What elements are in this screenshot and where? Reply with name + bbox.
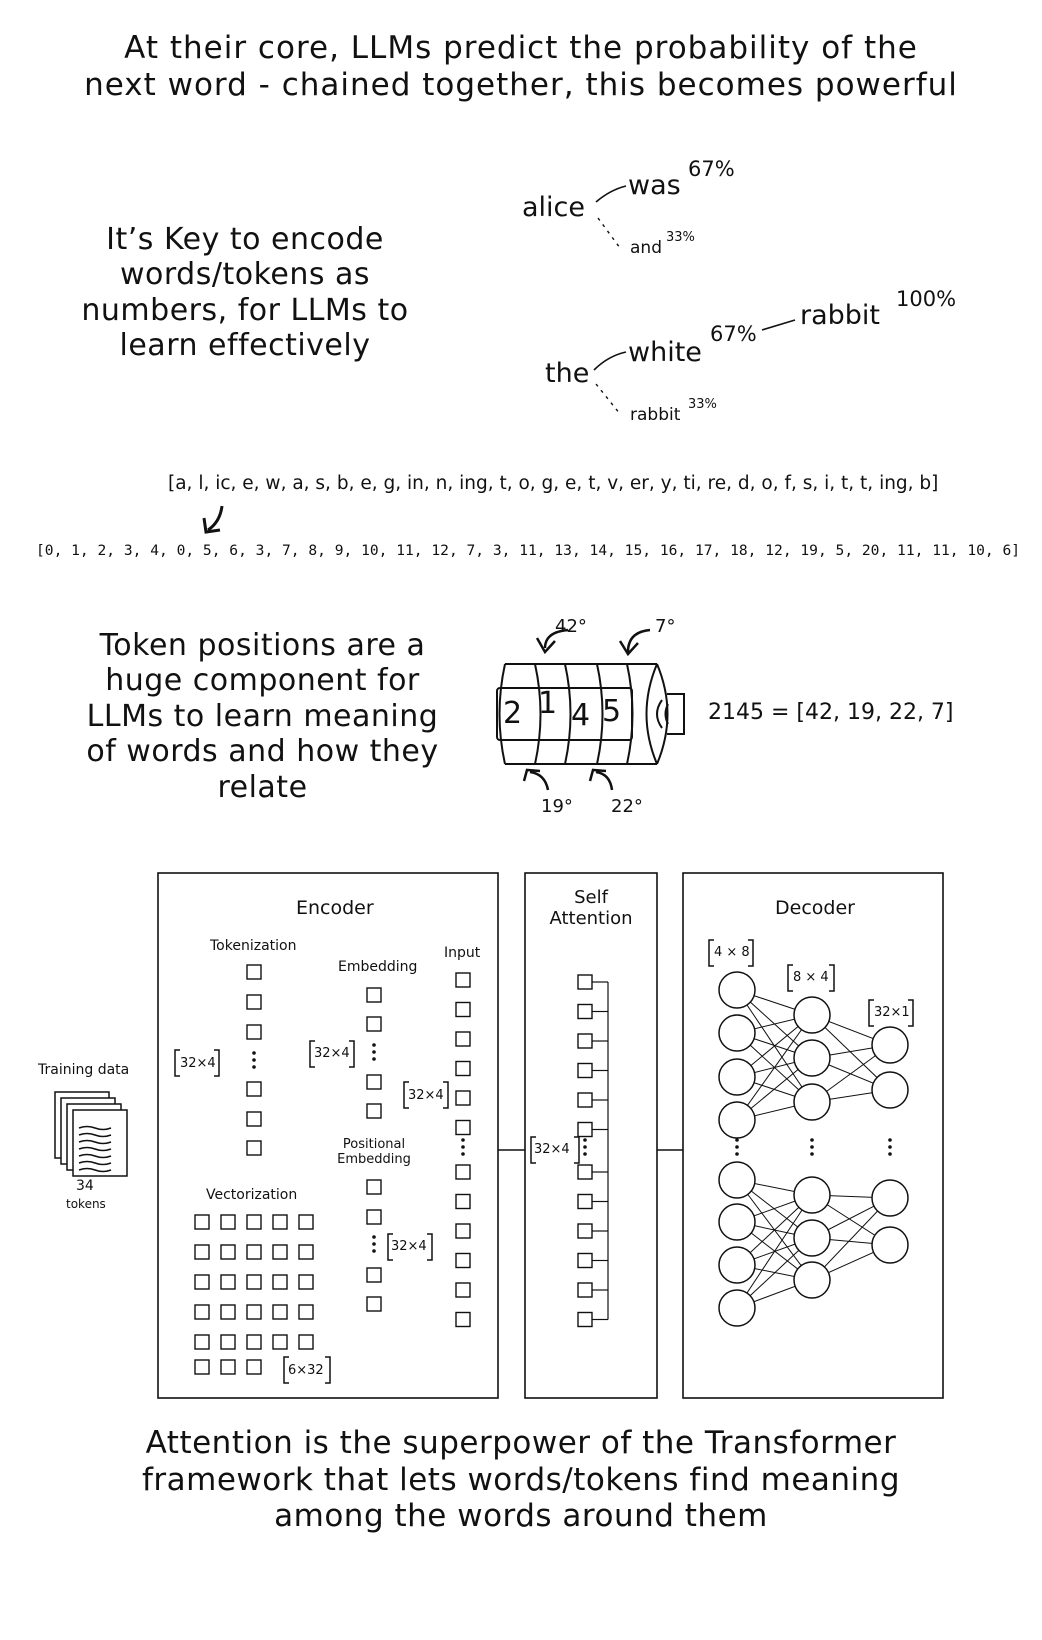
attention-title-line: Self	[574, 887, 608, 908]
vector-square	[456, 1003, 470, 1017]
vector-square	[195, 1335, 209, 1349]
vector-square	[195, 1245, 209, 1259]
network-nodes	[719, 972, 908, 1326]
vector-square	[456, 1032, 470, 1046]
token-list: [a, l, ic, e, w, a, s, b, e, g, in, n, ing, t, o, g, e, t, v, er, y, ti, re, d, o, f, s, i, t, t, ing, b]	[168, 473, 939, 494]
attention-connections	[592, 982, 608, 1320]
ellipsis-dot	[372, 1043, 376, 1047]
tree1-bottom-pct: 33%	[666, 230, 695, 245]
vector-square	[456, 1254, 470, 1268]
network-node	[719, 1015, 755, 1051]
positional-label-line: Embedding	[337, 1152, 411, 1168]
embedding-label: Embedding	[338, 959, 418, 975]
vector-square	[367, 1180, 381, 1194]
ellipsis-dot	[372, 1050, 376, 1054]
network-node	[719, 1162, 755, 1198]
vector-square	[247, 1215, 261, 1229]
title-line-1: At their core, LLMs predict the probability of the	[124, 30, 918, 66]
network-node	[794, 1040, 830, 1076]
network-node	[719, 1204, 755, 1240]
ellipsis-dot	[735, 1145, 739, 1149]
network-node	[719, 972, 755, 1008]
angle-top-left: 42°	[555, 616, 587, 637]
dimension-bracket	[349, 1041, 354, 1067]
dimension-bracket	[829, 965, 834, 991]
ellipsis-dot	[583, 1152, 587, 1156]
vector-square	[456, 1224, 470, 1238]
vectorization-label: Vectorization	[206, 1187, 298, 1203]
tokenization-label: Tokenization	[210, 938, 297, 954]
vector-square	[273, 1305, 287, 1319]
positional-label	[334, 1137, 414, 1168]
encode-caption-line: numbers, for LLMs to	[81, 292, 409, 328]
angle-bottom-right: 22°	[611, 796, 643, 817]
dimension-bracket	[427, 1234, 432, 1260]
vector-square	[247, 1245, 261, 1259]
vector-square	[367, 1210, 381, 1224]
vector-square	[367, 1017, 381, 1031]
vector-square	[456, 1091, 470, 1105]
network-node	[794, 1262, 830, 1298]
vector-square	[367, 988, 381, 1002]
vector-square	[578, 1093, 592, 1107]
vector-square	[247, 965, 261, 979]
vector-square	[578, 1034, 592, 1048]
vector-square	[367, 1268, 381, 1282]
vector-square	[247, 1112, 261, 1126]
vector-square	[221, 1335, 235, 1349]
position-caption-line: Token positions are a	[99, 628, 426, 663]
vector-square	[456, 973, 470, 987]
tree2-bottom-word: rabbit	[630, 405, 681, 425]
ellipsis-dot	[372, 1235, 376, 1239]
encoder-title: Encoder	[296, 897, 374, 919]
vector-square	[195, 1275, 209, 1289]
ellipsis-dot	[583, 1145, 587, 1149]
vector-square	[456, 1313, 470, 1327]
positional-dim: 32×4	[391, 1239, 427, 1254]
vector-square	[273, 1275, 287, 1289]
attention-caption-line: framework that lets words/tokens find meaning	[142, 1461, 900, 1498]
vector-square	[299, 1245, 313, 1259]
network-node	[872, 1227, 908, 1263]
network-node	[872, 1072, 908, 1108]
token-count: 34	[76, 1178, 94, 1194]
vector-square	[195, 1215, 209, 1229]
vector-square	[273, 1215, 287, 1229]
vector-square	[299, 1305, 313, 1319]
vector-square	[247, 1275, 261, 1289]
token-unit: tokens	[66, 1197, 106, 1211]
vector-square	[367, 1297, 381, 1311]
vector-square	[456, 1283, 470, 1297]
vector-square	[578, 1283, 592, 1297]
vector-square	[247, 1025, 261, 1039]
vector-square	[299, 1275, 313, 1289]
vector-square	[221, 1305, 235, 1319]
vector-square	[578, 975, 592, 989]
vector-square	[578, 1224, 592, 1238]
vector-square	[367, 1075, 381, 1089]
decoder-dim-hidden: 8 × 4	[793, 970, 829, 985]
angle-bottom-left: 19°	[541, 796, 573, 817]
decoder-title: Decoder	[775, 897, 855, 919]
tokenization-dim: 32×4	[180, 1056, 216, 1071]
network-node	[719, 1290, 755, 1326]
tree2-top-word: white	[628, 337, 702, 368]
angle-top-right: 7°	[655, 616, 676, 637]
vector-square	[578, 1313, 592, 1327]
document-stack-icon	[55, 1092, 127, 1176]
tree2-top-pct: 67%	[710, 322, 757, 346]
position-caption-line: relate	[217, 769, 308, 805]
vector-square	[221, 1215, 235, 1229]
vector-square	[273, 1335, 287, 1349]
tree1-top-word: was	[628, 170, 681, 201]
network-node	[794, 1177, 830, 1213]
dimension-bracket	[574, 1137, 579, 1163]
network-node	[719, 1059, 755, 1095]
vector-square	[456, 1195, 470, 1209]
vector-square	[247, 1141, 261, 1155]
vector-square	[367, 1104, 381, 1118]
ellipsis-dot	[372, 1242, 376, 1246]
embedding-dim: 32×4	[314, 1046, 350, 1061]
tree1-top-pct: 67%	[688, 157, 735, 181]
vector-square	[578, 1123, 592, 1137]
lock-digit: 2	[503, 696, 523, 731]
position-caption-line: of words and how they	[86, 734, 439, 770]
decoder-dim-input: 4 × 8	[714, 945, 750, 960]
vector-square	[578, 1064, 592, 1078]
ellipsis-dot	[252, 1058, 256, 1062]
attention-caption-line: Attention is the superpower of the Transformer	[145, 1425, 897, 1461]
ellipsis-dot	[888, 1145, 892, 1149]
vector-square	[247, 995, 261, 1009]
vector-square	[195, 1305, 209, 1319]
network-node	[872, 1027, 908, 1063]
vector-square	[578, 1165, 592, 1179]
ellipsis-dot	[735, 1152, 739, 1156]
ellipsis-dot	[372, 1057, 376, 1061]
vector-square	[456, 1121, 470, 1135]
attention-caption-line: among the words around them	[274, 1498, 768, 1535]
title-line-2: next word - chained together, this becomes powerful	[84, 66, 958, 103]
vector-square	[456, 1062, 470, 1076]
vector-square	[221, 1360, 235, 1374]
attention-title-line: Attention	[549, 908, 633, 930]
ellipsis-dot	[810, 1138, 814, 1142]
dimension-bracket	[443, 1082, 448, 1108]
ellipsis-dot	[372, 1249, 376, 1253]
ellipsis-dot	[810, 1145, 814, 1149]
network-edges	[737, 990, 890, 1308]
ellipsis-dot	[583, 1138, 587, 1142]
network-node	[719, 1102, 755, 1138]
ellipsis-dot	[461, 1138, 465, 1142]
training-data-label: Training data	[38, 1062, 130, 1078]
vector-square	[247, 1082, 261, 1096]
vector-square	[247, 1335, 261, 1349]
position-caption-line: LLMs to learn meaning	[86, 698, 439, 734]
vector-square	[456, 1165, 470, 1179]
tree2-bottom-pct: 33%	[688, 397, 717, 412]
position-caption-line: huge component for	[105, 663, 420, 699]
vector-square	[247, 1360, 261, 1374]
token-id-list: [0, 1, 2, 3, 4, 0, 5, 6, 3, 7, 8, 9, 10, 11, 12, 7, 3, 11, 13, 14, 15, 16, 17, 18, 12, 19, 5, 20, 11, 11, 10, 6]	[36, 542, 1021, 559]
vector-square	[578, 1254, 592, 1268]
input-label: Input	[444, 945, 481, 961]
vector-square	[299, 1215, 313, 1229]
network-node	[794, 997, 830, 1033]
dimension-bracket	[325, 1357, 330, 1383]
vector-square	[195, 1360, 209, 1374]
attention-dim: 32×4	[534, 1142, 570, 1157]
ellipsis-dot	[461, 1152, 465, 1156]
vector-square	[221, 1275, 235, 1289]
attention-caption	[0, 1425, 1042, 1535]
vector-square	[578, 1005, 592, 1019]
positional-label-line: Positional	[342, 1137, 406, 1152]
lock-digit: 1	[538, 686, 558, 721]
ellipsis-dot	[252, 1065, 256, 1069]
network-node	[794, 1084, 830, 1120]
tree2-next-pct: 100%	[896, 287, 957, 311]
lock-digit: 5	[602, 694, 622, 729]
network-node	[794, 1220, 830, 1256]
tree2-next-word: rabbit	[800, 300, 881, 331]
network-node	[719, 1247, 755, 1283]
attention-title	[525, 887, 657, 929]
vector-square	[578, 1195, 592, 1209]
input-dim: 32×4	[408, 1088, 444, 1103]
decoder-dim-output: 32×1	[874, 1005, 910, 1020]
lock-digit: 4	[571, 698, 591, 733]
network-node	[872, 1180, 908, 1216]
vector-square	[247, 1305, 261, 1319]
lock-equation: 2145 = [42, 19, 22, 7]	[708, 700, 954, 725]
tree1-root: alice	[522, 192, 586, 223]
ellipsis-dot	[888, 1138, 892, 1142]
tree2-root: the	[545, 358, 590, 389]
encode-caption-line: words/tokens as	[119, 257, 371, 293]
vector-square	[221, 1245, 235, 1259]
vector-square	[273, 1245, 287, 1259]
encode-caption-line: learn effectively	[119, 328, 371, 364]
encode-caption-line: It’s Key to encode	[106, 222, 384, 257]
ellipsis-dot	[461, 1145, 465, 1149]
ellipsis-dot	[888, 1152, 892, 1156]
tree1-bottom-word: and	[630, 238, 662, 258]
ellipsis-dot	[252, 1051, 256, 1055]
vector-square	[299, 1335, 313, 1349]
vectorization-dim: 6×32	[288, 1363, 324, 1378]
ellipsis-dot	[810, 1152, 814, 1156]
